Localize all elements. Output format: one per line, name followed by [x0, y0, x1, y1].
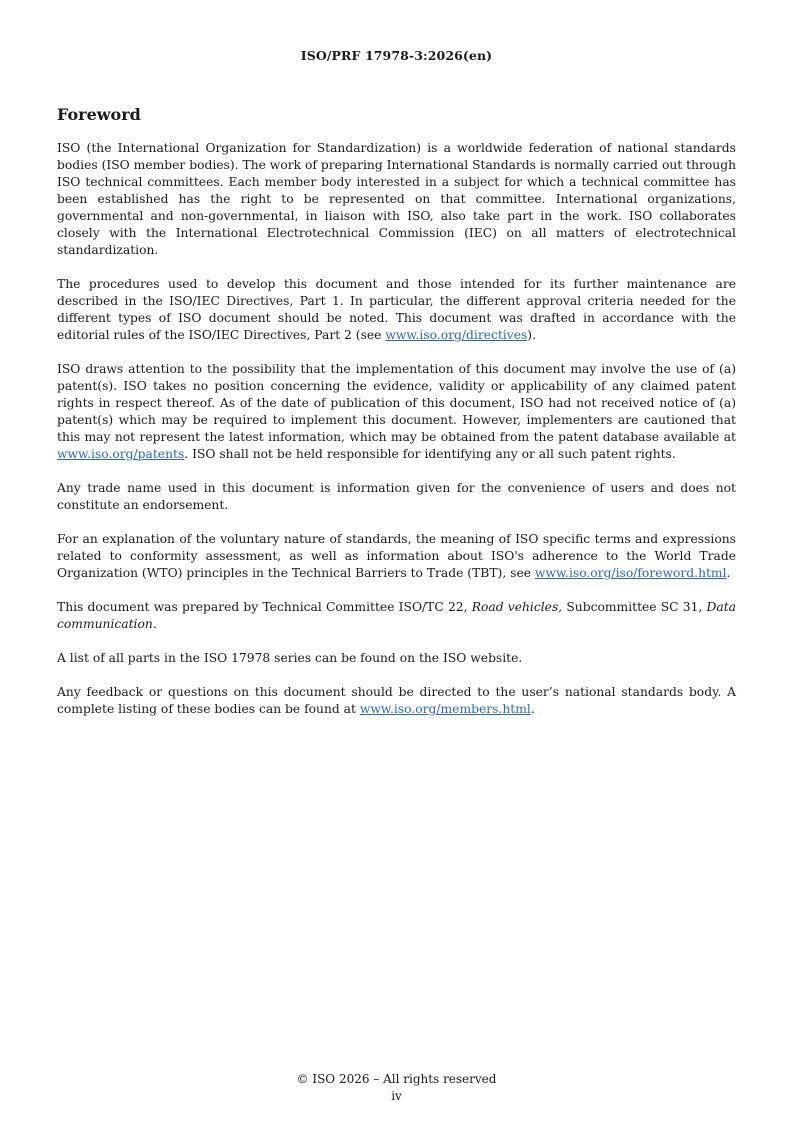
- paragraph-procedures: [57, 276, 736, 344]
- page-number: iv: [391, 1089, 402, 1103]
- paragraph-trade-name: Any trade name used in this document is information given for the convenience of users and does not constitute an endorsement.: [57, 481, 736, 512]
- copyright-notice: © ISO 2026 – All rights reserved: [296, 1072, 497, 1086]
- directives-link[interactable]: www.iso.org/directives: [385, 328, 528, 342]
- paragraph-committee: [57, 599, 736, 633]
- subcommittee-name: Data communication: [57, 600, 736, 631]
- paragraph-text-end: ).: [527, 328, 536, 342]
- paragraph-text: Any feedback or questions on this document should be directed to the user’s national standards body. A complete listing of these bodies can be found at: [57, 685, 736, 716]
- paragraph-iso-overview: ISO (the International Organization for Standardization) is a worldwide federation of national standards bodies (ISO member bodies). The work of preparing International Standards is normally carried out through ISO technical committees. Each member body interested in a subject for which a technical committee has been established has the right to be represented on that committee. International organizations, governmental and non-governmental, in liaison with ISO, also take part in the work. ISO collaborates closely with the International Electrotechnical Commission (IEC) on all matters of electrotechnical standardization.: [57, 141, 736, 257]
- paragraph-voluntary-nature: [57, 531, 736, 582]
- committee-name: Road vehicles: [471, 600, 559, 614]
- paragraph-patents: [57, 361, 736, 463]
- paragraph-text: ISO draws attention to the possibility that the implementation of this document may involve the use of (a) patent(s). ISO takes no position concerning the evidence, validity or applicability of any claimed patent rights in respect thereof. As of the date of publication of this document, ISO had not received notice of (a) patent(s) which may be required to implement this document. However, implementers are cautioned that this may not represent the latest information, which may be obtained from the patent database available at: [57, 362, 736, 444]
- paragraph-text: The procedures used to develop this document and those intended for its further maintenance are described in the ISO/IEC Directives, Part 1. In particular, the different approval criteria needed for the different types of ISO document should be noted. This document was drafted in accordance with the editorial rules of the ISO/IEC Directives, Part 2 (see: [57, 277, 736, 342]
- paragraph-text-end: .: [152, 617, 157, 631]
- section-title: Foreword: [57, 105, 141, 124]
- paragraph-text: This document was prepared by Technical Committee ISO/TC 22,: [57, 600, 472, 614]
- page-footer: [0, 1071, 793, 1105]
- paragraph-feedback: [57, 684, 736, 718]
- document-id-header: ISO/PRF 17978-3:2026(en): [300, 48, 493, 63]
- members-link[interactable]: www.iso.org/members.html: [359, 702, 531, 716]
- paragraph-text: For an explanation of the voluntary nature of standards, the meaning of ISO specific terms and expressions related to conformity assessment, as well as information about ISO's adherence to the World Trade Organization (WTO) principles in the Technical Barriers to Trade (TBT), see: [57, 532, 736, 580]
- foreword-link[interactable]: www.iso.org/iso/foreword.html: [534, 566, 727, 580]
- paragraph-text-end: .: [530, 702, 535, 716]
- document-body: [57, 104, 736, 735]
- paragraph-text: , Subcommittee SC 31,: [558, 600, 707, 614]
- patents-link[interactable]: www.iso.org/patents: [57, 447, 185, 461]
- paragraph-series-parts: A list of all parts in the ISO 17978 series can be found on the ISO website.: [57, 651, 523, 665]
- paragraph-text-end: .: [726, 566, 731, 580]
- paragraph-text-end: . ISO shall not be held responsible for identifying any or all such patent rights.: [184, 447, 676, 461]
